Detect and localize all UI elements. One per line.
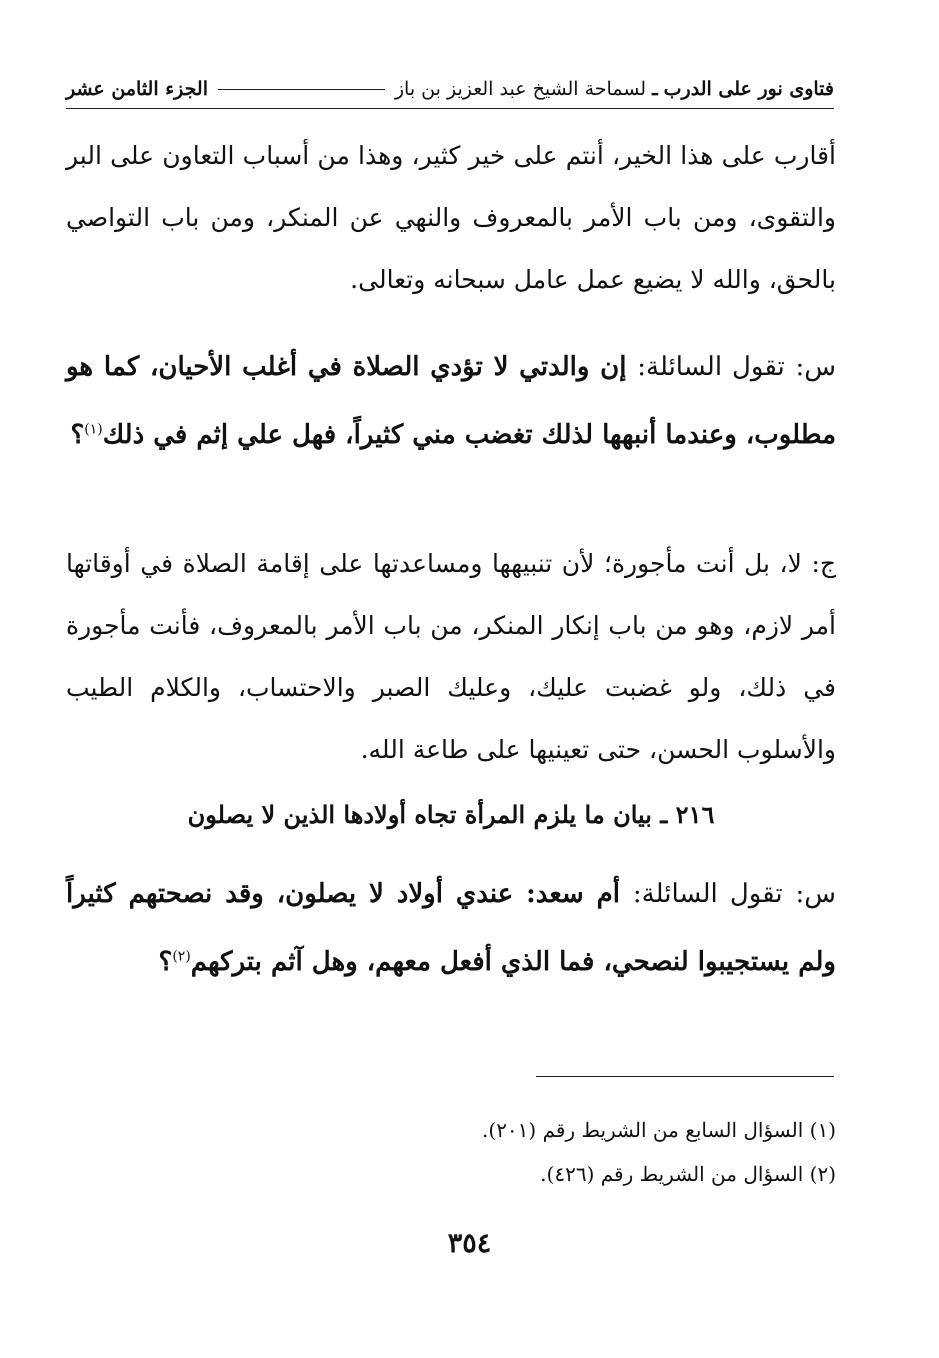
answer-1-text: لا، بل أنت مأجورة؛ لأن تنبيهها ومساعدتها على إقامة الصلاة في أوقاتها أمر لازم، وهو من باب إنكار المنكر، من باب الأمر بالمعروف، فأنت مأجورة في ذلك، ولو غضبت عليك، وعليك الصبر والاحتساب، والكلام الطيب والأسلوب الحسن، حتى تعينيها على طاعة الله.: [66, 549, 836, 764]
question-1: [66, 333, 836, 469]
header-author: لسماحة الشيخ عبد العزيز بن باز: [394, 78, 647, 100]
continuation-text: أقارب على هذا الخير، أنتم على خير كثير، وهذا من أسباب التعاون على البر والتقوى، ومن باب الأمر بالمعروف والنهي عن المنكر، ومن باب التواصي بالحق، والله لا يضيع عمل عامل سبحانه وتعالى.: [66, 141, 836, 294]
question-2-prefix: س:: [795, 879, 836, 909]
header-series-title: فتاوى نور على الدرب: [663, 78, 834, 100]
section-heading: ٢١٦ ـ بيان ما يلزم المرأة تجاه أولادها الذين لا يصلون: [187, 800, 715, 829]
footnote-ref-2: (٢): [172, 948, 191, 965]
page-number: ٣٥٤: [447, 1228, 492, 1259]
footnote-2: (٢) السؤال من الشريط رقم (٤٢٦).: [540, 1162, 836, 1186]
question-2-text: أم سعد: عندي أولاد لا يصلون، وقد نصحتهم كثيراً ولم يستجيبوا لنصحي، فما الذي أفعل معهم، وهل آثم بتركهم: [66, 879, 836, 977]
question-2-intro: تقول السائلة:: [632, 879, 783, 909]
question-1-intro: تقول السائلة:: [637, 352, 785, 382]
question-2-end: ؟: [158, 947, 173, 977]
answer-1: [66, 533, 836, 781]
header-separator: ـ: [652, 78, 658, 100]
footnotes: [66, 1108, 836, 1196]
footnote-separator: [536, 1076, 834, 1077]
question-1-prefix: س:: [795, 352, 837, 382]
footnote-1: (١) السؤال السابع من الشريط رقم (٢٠١).: [482, 1118, 836, 1142]
continuation-paragraph: [66, 125, 836, 311]
header-volume: الجزء الثامن عشر: [66, 78, 208, 100]
answer-1-prefix: ج:: [811, 549, 837, 578]
question-1-end: ؟: [70, 420, 85, 450]
header-title-group: [395, 78, 834, 100]
question-2: [66, 860, 836, 996]
question-1-text: إن والدتي لا تؤدي الصلاة في أغلب الأحيان، كما هو مطلوب، وعندما أنبهها لذلك تغضب مني كثيراً، فهل علي إثم في ذلك: [66, 352, 836, 450]
footnote-ref-1: (١): [84, 421, 103, 438]
header-rule: [218, 89, 385, 90]
running-header: [66, 72, 834, 109]
